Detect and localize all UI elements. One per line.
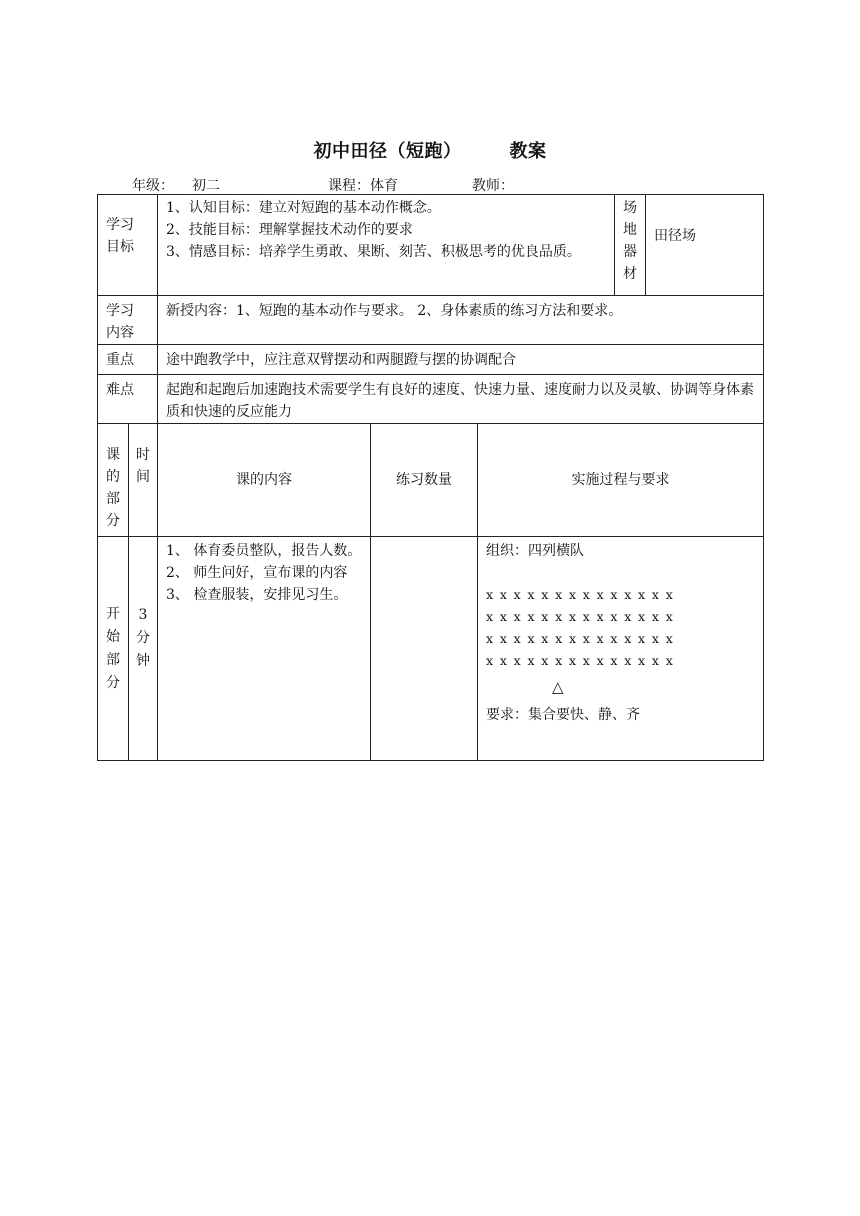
organization-text: 组织：四列横队 (486, 543, 584, 559)
venue-value: 田径场 (646, 195, 764, 296)
difficulty-row (98, 375, 764, 424)
content-text: 新授内容：1、短跑的基本动作与要求。 2、身体素质的练习方法和要求。 (158, 296, 764, 345)
start-items (158, 537, 371, 761)
objective-item: 3、情感目标：培养学生勇敢、果断、刻苦、积极思考的优良品质。 (166, 244, 581, 260)
start-process (478, 537, 764, 761)
header-time: 时 间 (129, 424, 158, 537)
formation-row: x x x x x x x x x x x x x x (486, 609, 675, 624)
section-header-row (98, 424, 764, 537)
title-main: 初中田径（短跑） (313, 141, 462, 162)
key-point-row (98, 345, 764, 375)
start-time: 3 分 钟 (129, 537, 158, 761)
header-quantity: 练习数量 (371, 424, 478, 537)
header-part: 课 的 部 分 (98, 424, 129, 537)
header-content: 课的内容 (158, 424, 371, 537)
grade-value: 初二 (192, 178, 220, 194)
start-item: 1、 体育委员整队，报告人数。 (166, 543, 362, 559)
objective-item: 1、认知目标：建立对短跑的基本动作概念。 (166, 200, 441, 216)
venue-label: 场 地 器 材 (615, 195, 646, 296)
start-item: 3、 检查服装，安排见习生。 (166, 587, 348, 603)
title-suffix: 教案 (509, 141, 547, 162)
course-label: 课程：体育 (328, 178, 398, 194)
difficulty-label: 难点 (98, 375, 158, 424)
start-part: 开 始 部 分 (98, 537, 129, 761)
formation-row: x x x x x x x x x x x x x x (486, 587, 675, 602)
content-label: 学习 内容 (98, 296, 158, 345)
lesson-plan-table (97, 194, 764, 761)
teacher-label: 教师： (472, 178, 514, 194)
key-point-label: 重点 (98, 345, 158, 375)
start-quantity (371, 537, 478, 761)
requirement-text: 要求：集合要快、静、齐 (486, 707, 640, 723)
content-row (98, 296, 764, 345)
start-section-row (98, 537, 764, 761)
objectives-label: 学习 目标 (98, 195, 158, 296)
key-point-text: 途中跑教学中，应注意双臂摆动和两腿蹬与摆的协调配合 (158, 345, 764, 375)
formation-row: x x x x x x x x x x x x x x (486, 653, 675, 668)
page-title (0, 137, 860, 163)
objectives-row (98, 195, 764, 296)
difficulty-text: 起跑和起跑后加速跑技术需要学生有良好的速度、快速力量、速度耐力以及灵敏、协调等身体素质和快速的反应能力 (158, 375, 764, 424)
teacher-triangle-icon: △ (552, 678, 564, 696)
header-process: 实施过程与要求 (478, 424, 764, 537)
grade-label: 年级： (132, 178, 174, 194)
objectives-content (158, 195, 615, 296)
formation-row: x x x x x x x x x x x x x x (486, 631, 675, 646)
objective-item: 2、技能目标：理解掌握技术动作的要求 (166, 222, 413, 238)
start-item: 2、 师生问好，宣布课的内容 (166, 565, 348, 581)
